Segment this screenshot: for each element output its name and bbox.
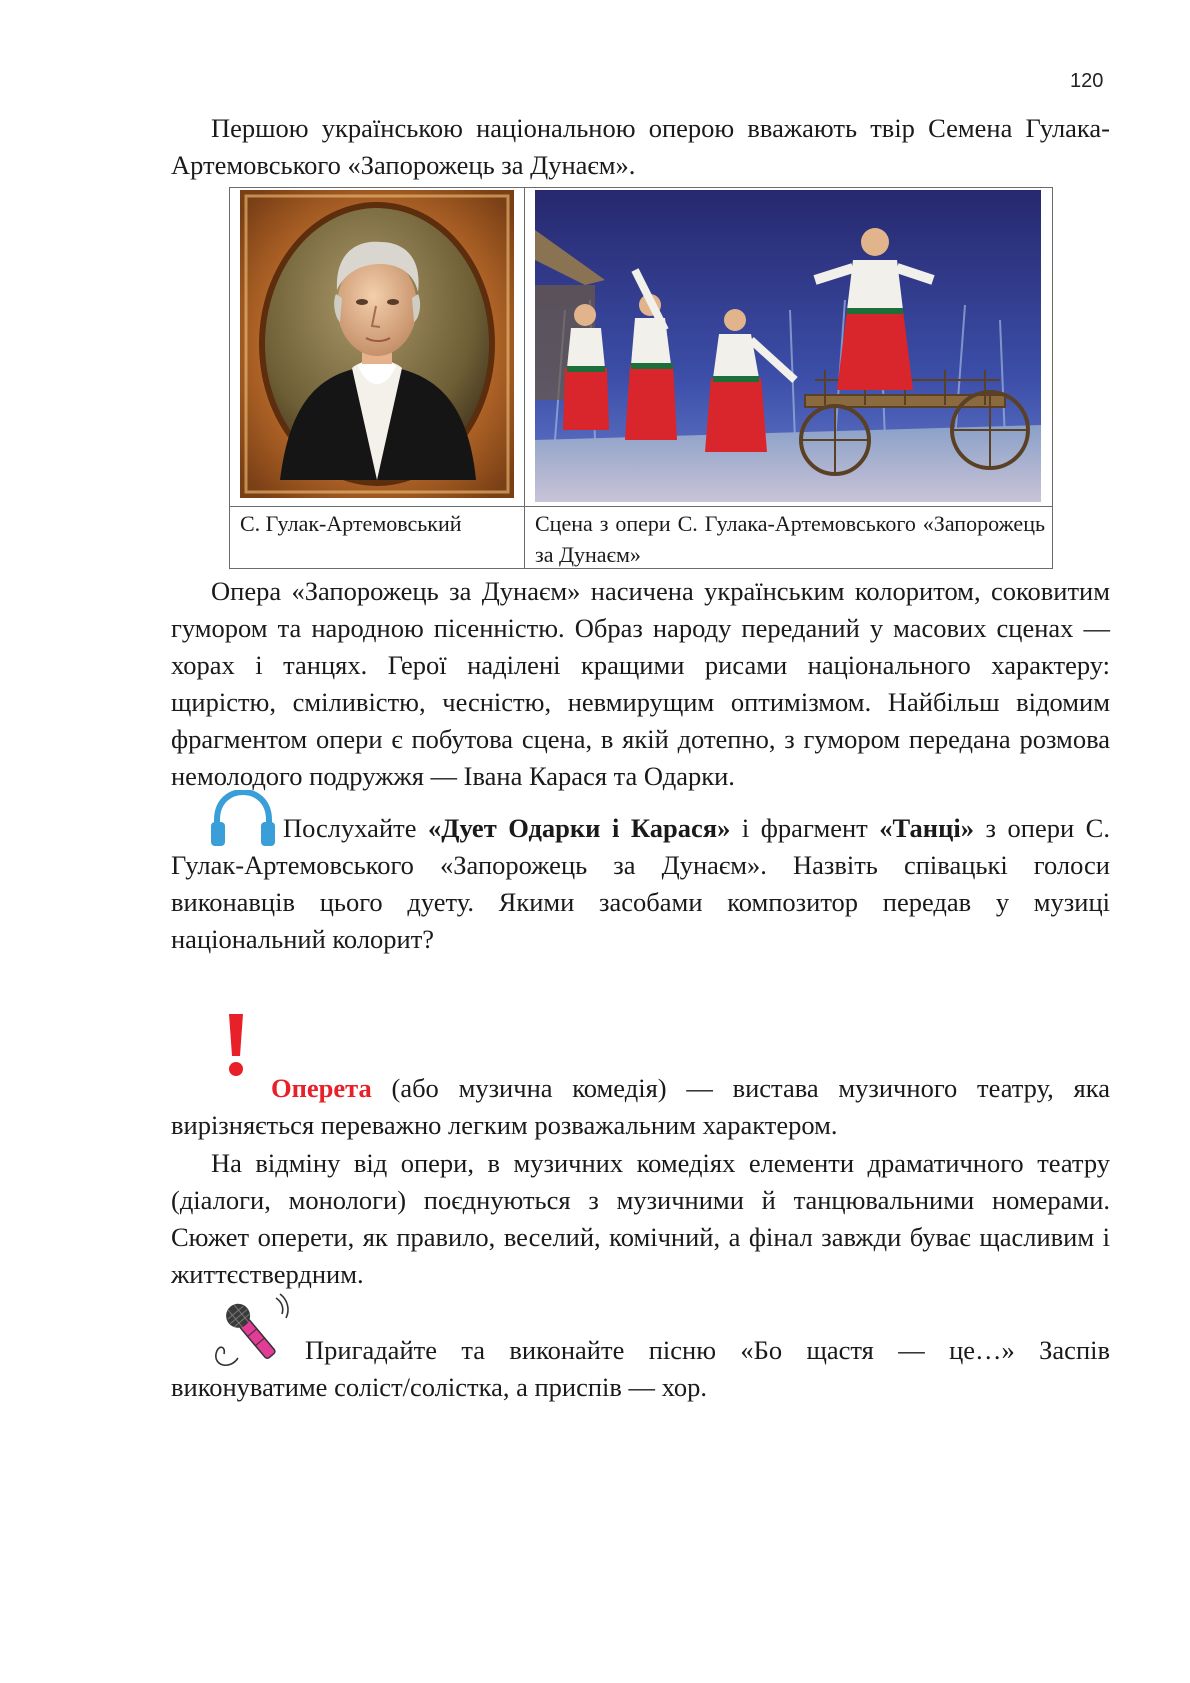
description-paragraph: Опера «Запорожець за Дунаєм» насичена українським колоритом, соковитим гумором та народною пісенністю. Образ народу переданий у масових сценах — хорах і танцях. Герої наділені кращими рисами національного характеру: щирістю, сміливістю, чесністю, невмирущим оптимізмом. Найбільш відомим фрагментом опери є побутова сцена, в якій дотепно, з гумором передана розмова немолодого подружжя — Івана Карася та Одарки. <box>171 576 1110 791</box>
definition-text: (або музична комедія) — вистава музичного театру, яка вирізняється переважно легким розважальним характером. <box>171 1073 1110 1140</box>
operetta-paragraph: На відміну від опери, в музичних комедіях елементи драматичного театру (діалоги, монологи) поєднуються з музичними й танцювальними номерами. Сюжет оперети, як правило, веселий, комічний, а фінал завжди буває щасливим і життєствердним. <box>171 1148 1110 1289</box>
listening-task-mid: і фрагмент <box>730 813 880 843</box>
listening-task-paragraph <box>171 810 1110 958</box>
table-divider-vertical <box>524 188 525 568</box>
figure-table <box>229 187 1053 569</box>
listening-task-dances: «Танці» <box>879 813 974 843</box>
portrait-caption: С. Гулак-Артемовський <box>240 511 462 536</box>
portrait-image <box>240 190 514 498</box>
intro-paragraph: Першою українською національною оперою вважають твір Семена Гулака-Артемовського «Запорожець за Дунаєм». <box>171 113 1110 180</box>
scene-caption: Сцена з опери С. Гулака-Артемовського «Запорожець за Дунаєм» <box>535 511 1045 567</box>
exclamation-icon <box>225 1012 247 1078</box>
opera-scene-image <box>535 190 1041 502</box>
listening-task-suffix: з опери С. Гулак-Артемовського «Запорожець за Дунаєм». Назвіть співацькі голоси виконавців цього дуету. Якими засобами композитор передав у музиці національний колорит? <box>171 813 1110 954</box>
table-divider-horizontal <box>230 506 1052 507</box>
listening-task-prefix: Послухайте <box>283 813 429 843</box>
page-number: 120 <box>1070 70 1104 92</box>
definition-paragraph <box>171 1070 1110 1144</box>
listening-task-duet: «Дует Одарки і Карася» <box>428 813 731 843</box>
definition-term: Оперета <box>271 1073 372 1103</box>
singing-task-paragraph: Пригадайте та виконайте пісню «Бо щастя — це…» Заспів виконуватиме соліст/солістка, а приспів — хор. <box>171 1335 1110 1402</box>
